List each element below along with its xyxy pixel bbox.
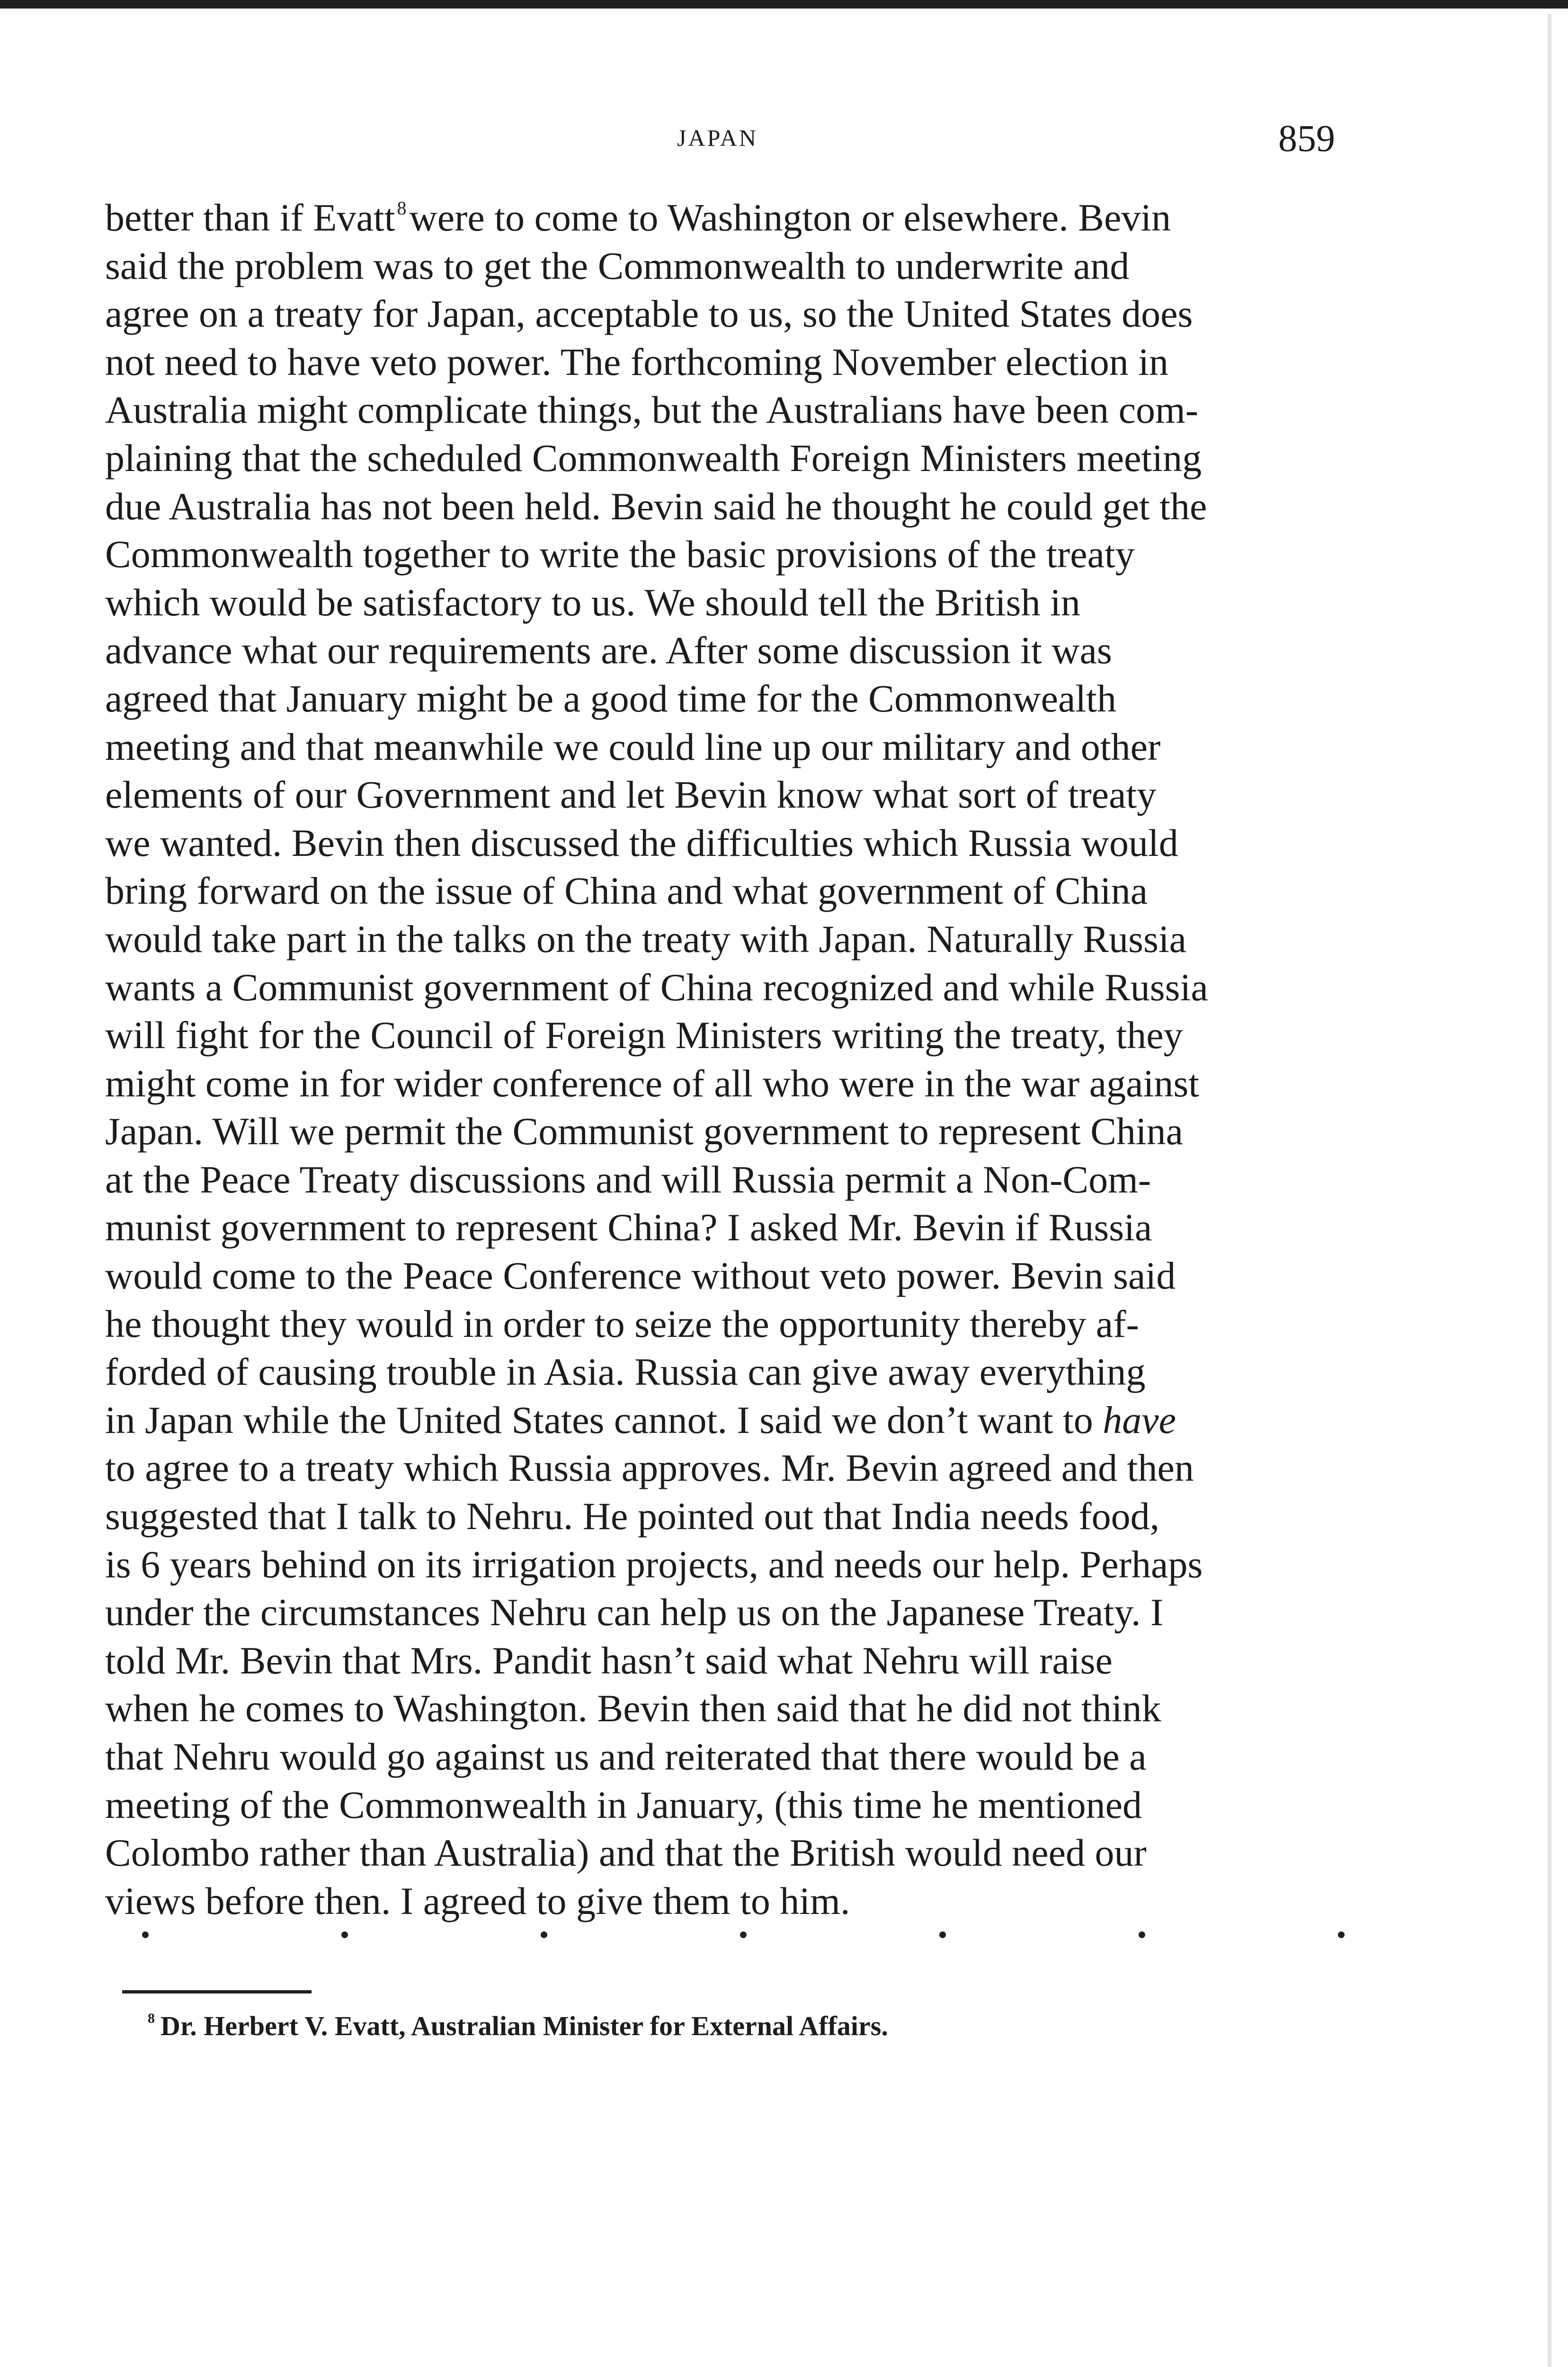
dot xyxy=(1139,1931,1145,1938)
text-line: not need to have veto power. The forthcoming November election in xyxy=(105,340,1168,383)
text-line: agreed that January might be a good time for the Commonwealth xyxy=(105,676,1116,720)
dot xyxy=(142,1931,149,1938)
text-line: might come in for wider conference of all who were in the war against xyxy=(105,1061,1200,1105)
text-line: Australia might complicate things, but the Australians have been com- xyxy=(105,388,1199,432)
dot xyxy=(341,1931,348,1938)
text-line: Commonwealth together to write the basic provisions of the treaty xyxy=(105,533,1135,576)
text-line: suggested that I talk to Nehru. He pointed out that India needs food, xyxy=(105,1495,1160,1538)
text-line: forded of causing trouble in Asia. Russia can give away everything xyxy=(105,1350,1146,1394)
body-text xyxy=(105,194,1364,1925)
text-line: Colombo rather than Australia) and that the British would need our xyxy=(105,1831,1147,1875)
dot xyxy=(939,1931,946,1938)
text-line: in Japan while the United States cannot. I said we don’t want to have xyxy=(105,1398,1176,1442)
dot xyxy=(1338,1931,1345,1938)
text-line: told Mr. Bevin that Mrs. Pandit hasn’t said what Nehru will raise xyxy=(105,1638,1113,1682)
text-line: when he comes to Washington. Bevin then said that he did not think xyxy=(105,1687,1161,1730)
text-line: advance what our requirements are. After some discussion it was xyxy=(105,629,1112,672)
text-line: is 6 years behind on its irrigation projects, and needs our help. Perhaps xyxy=(105,1542,1203,1586)
text-line: meeting and that meanwhile we could line up our military and other xyxy=(105,725,1161,768)
running-title: JAPAN xyxy=(677,125,758,151)
text-line: views before then. I agreed to give them to him. xyxy=(105,1879,850,1922)
footnote xyxy=(148,2007,888,2045)
footnote-reference: 8 xyxy=(397,197,407,219)
text-line: to agree to a treaty which Russia approves. Mr. Bevin agreed and then xyxy=(105,1446,1194,1490)
text-line: agree on a treaty for Japan, acceptable to us, so the United States does xyxy=(105,292,1193,336)
text-line: elements of our Government and let Bevin know what sort of treaty xyxy=(105,773,1157,817)
page-number: 859 xyxy=(1278,118,1335,160)
dot xyxy=(740,1931,747,1938)
text-line: bring forward on the issue of China and what government of China xyxy=(105,869,1148,913)
running-header xyxy=(0,117,1463,160)
text-line: said the problem was to get the Commonwealth to underwrite and xyxy=(105,244,1130,287)
text-line: wants a Communist government of China recognized and while Russia xyxy=(105,965,1208,1009)
text-line: which would be satisfactory to us. We should tell the British in xyxy=(105,580,1080,624)
text-line: would take part in the talks on the treaty with Japan. Naturally Russia xyxy=(105,917,1187,961)
text-line: plaining that the scheduled Commonwealth Foreign Ministers meeting xyxy=(105,436,1202,480)
text-line: would come to the Peace Conference without veto power. Bevin said xyxy=(105,1254,1176,1298)
emphasized-word: have xyxy=(1103,1398,1176,1442)
text-line: better than if Evatt $^8$were to come to Washington or elsewhere. Bevin xyxy=(105,196,1171,239)
text-line: meeting of the Commonwealth in January, (this time he mentioned xyxy=(105,1783,1142,1826)
text-line: at the Peace Treaty discussions and will Russia permit a Non-Com- xyxy=(105,1157,1151,1201)
text-line: munist government to represent China? I asked Mr. Bevin if Russia xyxy=(105,1206,1152,1249)
text-line: we wanted. Bevin then discussed the difficulties which Russia would xyxy=(105,821,1178,864)
footnote-marker: 8 xyxy=(148,2011,155,2026)
top-border xyxy=(0,0,1568,9)
text-line: Japan. Will we permit the Communist government to represent China xyxy=(105,1110,1184,1153)
text-line: due Australia has not been held. Bevin said he thought he could get the xyxy=(105,484,1207,528)
footnote-text: Dr. Herbert V. Evatt, Australian Minister for External Affairs. xyxy=(160,2011,888,2041)
text-line: under the circumstances Nehru can help us on the Japanese Treaty. I xyxy=(105,1591,1164,1634)
text-line: he thought they would in order to seize the opportunity thereby af- xyxy=(105,1302,1139,1345)
text-line: will fight for the Council of Foreign Ministers writing the treaty, they xyxy=(105,1014,1183,1057)
dot xyxy=(541,1931,547,1938)
footnote-divider xyxy=(122,1990,312,1993)
omission-dots xyxy=(142,1931,1345,1938)
text-line: that Nehru would go against us and reiterated that there would be a xyxy=(105,1735,1147,1778)
page-edge-shadow xyxy=(1547,14,1552,2367)
